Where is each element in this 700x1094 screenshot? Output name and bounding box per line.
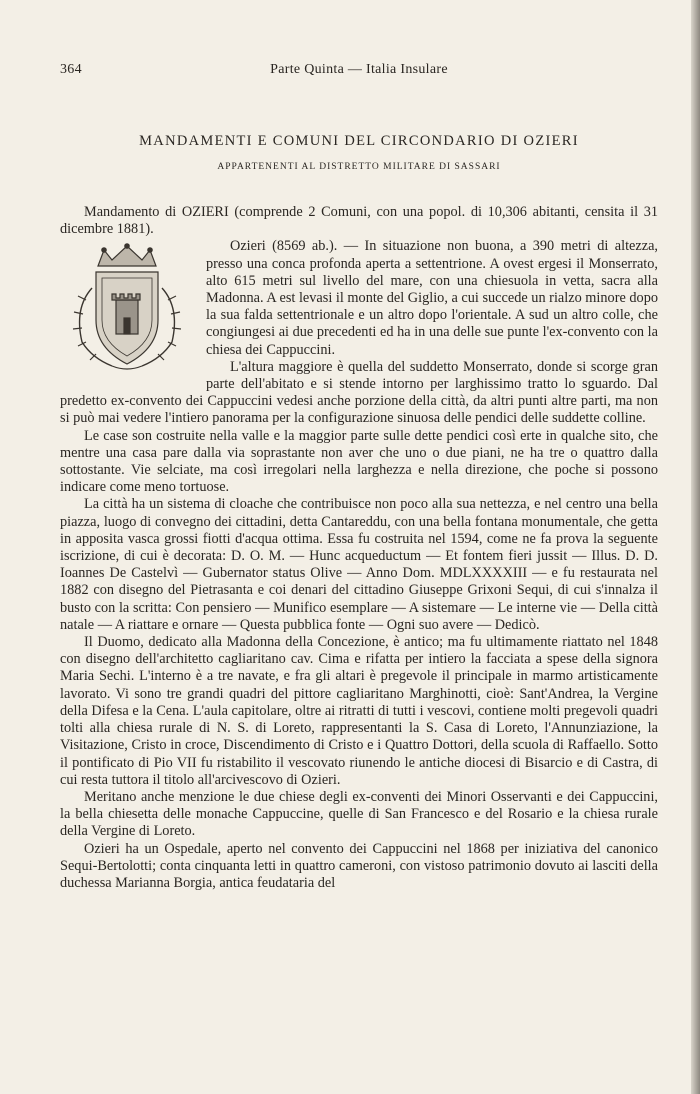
paragraph-ospedale: Ozieri ha un Ospedale, aperto nel convento dei Cappuccini nel 1868 per iniziativa del canonico Sequi-Bertolotti; conta cinquanta letti in quattro cameroni, con vistoso patrimonio dovuto ai lasciti della duchessa Marianna Borgia, antica feudataria del (60, 840, 658, 891)
paragraph-duomo: Il Duomo, dedicato alla Madonna della Concezione, è antico; ma fu ultimamente riattato nel 1848 con disegno dell'architetto cagliaritano cav. Cima e rifatta per intiero la facciata a spese della signora Maria Sechi. L'interno è a tre navate, e fra gli altari è pregevole il principale in marmo artisticamente lavorato. Vi sono tre grandi quadri del pittore cagliaritano Marghinotti, cioè: Sant'Andrea, la Vergine della Difesa e la Cena. L'aula capitolare, oltre ai ritratti di tutti i vescovi, contiene molti pregevoli quadri tolti alla chiesa rurale di N. S. di Loreto, rappresentanti la S. Casa di Loreto, l'Annunziazione, la Visitazione, Cristo in croce, Discendimento di Cristo e i Quattro Dottori, della scuola di Raffaello. Sotto il pontificato di Pio VII fu ristabilito il vescovato riunendo le antiche diocesi di Bisarcio e di Castra, di cui resta tuttora il titolo all'arcivescovo di Ozieri. (60, 634, 658, 788)
page-number: 364 (60, 62, 82, 77)
coat-of-arms-icon (56, 238, 198, 378)
running-head (60, 62, 658, 84)
body-text (60, 204, 658, 892)
paragraph-chiese: Meritano anche menzione le due chiese degli ex-conventi dei Minori Osservanti e dei Cappuccini, la bella chiesetta delle monache Cappuccine, quelle di San Francesco e del Rosario e la chiesa rurale della Vergine di Loreto. (60, 788, 658, 840)
section-title: MANDAMENTI E COMUNI DEL CIRCONDARIO DI OZIERI (139, 133, 579, 149)
paragraph-ozieri-intro: Ozieri (8569 ab.). — In situazione non buona, a 390 metri di altezza, presso una conca profonda aperta a settentrione. A ovest ergesi il Monserrato, alto 615 metri sul livello del mare, con una chiesuola in vetta, sacra alla Madonna. A est levasi il monte del Giglio, a cui succede un rialzo minore dopo la sua falda settentrionale e un altro dopo l'orientale. A sud un altro colle, che congiungesi ai due precedenti ed ha in una delle sue punte l'ex-convento con la chiesa dei Cappuccini. (206, 238, 658, 358)
running-title: Parte Quinta — Italia Insulare (270, 62, 448, 77)
paragraph-citta: La città ha un sistema di cloache che contribuisce non poco alla sua nettezza, e nel centro una bella piazza, luogo di convegno dei cittadini, detta Cantareddu, con una bella fontana monumentale, che getta in apposita vasca grossi fiotti d'acqua ottima. Essa fu costruita nel 1594, come ne fa prova la seguente iscrizione, di cui è decorata: D. O. M. — Hunc acqueductum — Et fontem fieri jussit — Illus. D. D. Ioannes De Castelvì — Gubernator status Olive — Anno Dom. MDLXXXXIII — e fu restaurata nel 1882 con disegno del Pietrasanta e coi denari del cittadino Giuseppe Grixoni Sequi, di cui s'innalza il busto con la scritta: Con pensiero — Munifico esemplare — A sistemare — Le interne vie — Della città natale — A riattare e ornare — Questa pubblica fonte — Ogni suo avere — Dedicò. (60, 496, 658, 633)
paragraph-case: Le case son costruite nella valle e la maggior parte sulle dette pendici così erte in qualche sito, che mentre una casa pare dalla via soprastante non aver che uno o due piani, ne ha tre o quattro dalla sottostante. Vie selciate, ma così irregolari nella larghezza e nella direzione, che poche si possono indicare come meno tortuose. (60, 427, 658, 496)
section-subtitle: APPARTENENTI AL DISTRETTO MILITARE DI SASSARI (217, 162, 501, 172)
page-edge-shadow (691, 0, 700, 1094)
paragraph-altura: L'altura maggiore è quella del suddetto Monserrato, donde si scorge gran parte dell'abitato e si stende intorno per larghissimo tratto lo sguardo. Dal predetto ex-convento dei Cappuccini vedesi anche porzione della città, da altri punti altre parti, ma non si può mai vedere l'intiero panorama per la configurazione sinuosa delle pendici delle suddette colline. (60, 358, 658, 427)
paragraph-mandamento: Mandamento di OZIERI (comprende 2 Comuni, con una popol. di 10,306 abitanti, censita il 31 dicembre 1881). (60, 204, 658, 238)
